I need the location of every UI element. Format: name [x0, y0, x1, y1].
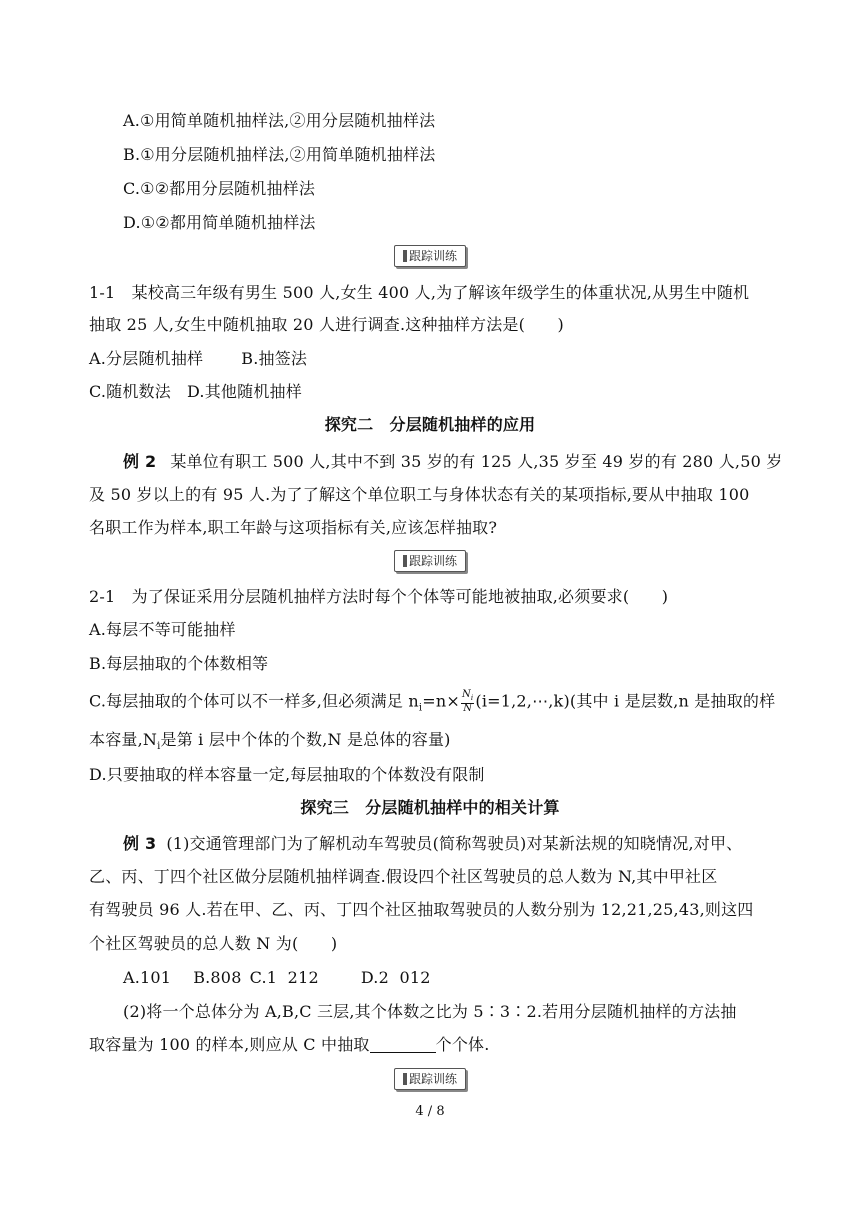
answer-blank [370, 1037, 436, 1053]
example-3-label: 例 3 [123, 834, 157, 853]
exercise-2-1-option-c-line-1: C.每层抽取的个体可以不一样多,但必须满足 $n_i=n\times$ $\frac{N_i}{N}$ (i=1,2,⋯,k)(其中 i 是层数,n 是抽取的样 [89, 689, 776, 714]
example-2-line-3: 名职工作为样本,职工年龄与这项指标有关,应该怎样抽取? [89, 518, 498, 537]
example-3-option-c: C.1 212 [249, 968, 319, 987]
exercise-1-1-option-b: B.抽签法 [241, 349, 308, 368]
section-3-title: 探究三 分层随机抽样中的相关计算 [300, 798, 560, 817]
exercise-2-1-option-a: A.每层不等可能抽样 [89, 620, 236, 639]
example-2-line-1: 例 2 某单位有职工 500 人,其中不到 35 岁的有 125 人,35 岁至 49 岁的有 280 人,50 岁 [123, 452, 783, 471]
exercise-2-1-stem: 2-1 为了保证采用分层随机抽样方法时每个个体等可能地被抽取,必须要求( ) [89, 587, 669, 606]
option-c: C.①②都用分层随机抽样法 [123, 179, 316, 198]
example-3-part-2-line-1: (2)将一个总体分为 A,B,C 三层,其个体数之比为 5∶3∶2.若用分层随机抽样的方法抽 [123, 1002, 737, 1021]
badge-mark-icon [403, 555, 407, 567]
example-3-option-b: B.808 [193, 968, 242, 987]
example-3-line-3: 有驾驶员 96 人.若在甲、乙、丙、丁四个社区抽取驾驶员的人数分别为 12,21,25,43,则这四 [89, 900, 754, 919]
exercise-2-1-option-b: B.每层抽取的个体数相等 [89, 654, 269, 673]
badge-mark-icon [403, 1073, 407, 1085]
exercise-1-1-line-1: 1-1 某校高三年级有男生 500 人,女生 400 人,为了解该年级学生的体重状况,从男生中随机 [89, 283, 750, 302]
example-3-options [123, 967, 431, 989]
option-b: B.①用分层随机抽样法,②用简单随机抽样法 [123, 145, 436, 164]
exercise-1-1-option-c: C.随机数法 [89, 382, 171, 401]
exercise-1-1-line-2: 抽取 25 人,女生中随机抽取 20 人进行调查.这种抽样方法是( ) [89, 315, 564, 334]
exercise-2-1-option-d: D.只要抽取的样本容量一定,每层抽取的个体数没有限制 [89, 765, 485, 784]
section-2-title: 探究二 分层随机抽样的应用 [324, 415, 536, 434]
option-d: D.①②都用简单随机抽样法 [123, 213, 316, 232]
exercise-1-1-options-row-2 [89, 381, 302, 403]
example-2-line-2: 及 50 岁以上的有 95 人.为了了解这个单位职工与身体状态有关的某项指标,要从中抽取 100 [89, 485, 750, 504]
option-a: A.①用简单随机抽样法,②用分层随机抽样法 [123, 111, 436, 130]
example-3-option-a: A.101 [123, 968, 172, 987]
follow-up-training-badge: 跟踪训练 [394, 1068, 466, 1090]
follow-up-training-badge: 跟踪训练 [394, 245, 466, 267]
fraction-ni-over-n: $\frac{N_i}{N}$ [461, 689, 474, 714]
exercise-1-1-option-d: D.其他随机抽样 [186, 382, 302, 401]
example-2-label: 例 2 [123, 452, 157, 471]
example-3-option-d: D.2 012 [360, 968, 431, 987]
example-3-part-2-line-2: 取容量为 100 的样本,则应从 C 中抽取 个个体. [89, 1035, 490, 1054]
badge-mark-icon [403, 250, 407, 262]
example-3-line-4: 个社区驾驶员的总人数 N 为( ) [89, 934, 338, 953]
follow-up-training-badge: 跟踪训练 [394, 550, 466, 572]
example-3-line-1: 例 3 (1)交通管理部门为了解机动车驾驶员(简称驾驶员)对某新法规的知晓情况,对甲、 [123, 834, 743, 853]
exercise-1-1-options-row-1 [89, 348, 307, 370]
exercise-1-1-option-a: A.分层随机抽样 [89, 349, 204, 368]
page-number: 4 / 8 [415, 1104, 445, 1119]
example-3-line-2: 乙、丙、丁四个社区做分层随机抽样调查.假设四个社区驾驶员的总人数为 N,其中甲社区 [89, 867, 718, 886]
exercise-2-1-option-c-line-2: 本容量$,N_i$是第 i 层中个体的个数,N 是总体的容量) [89, 730, 451, 753]
